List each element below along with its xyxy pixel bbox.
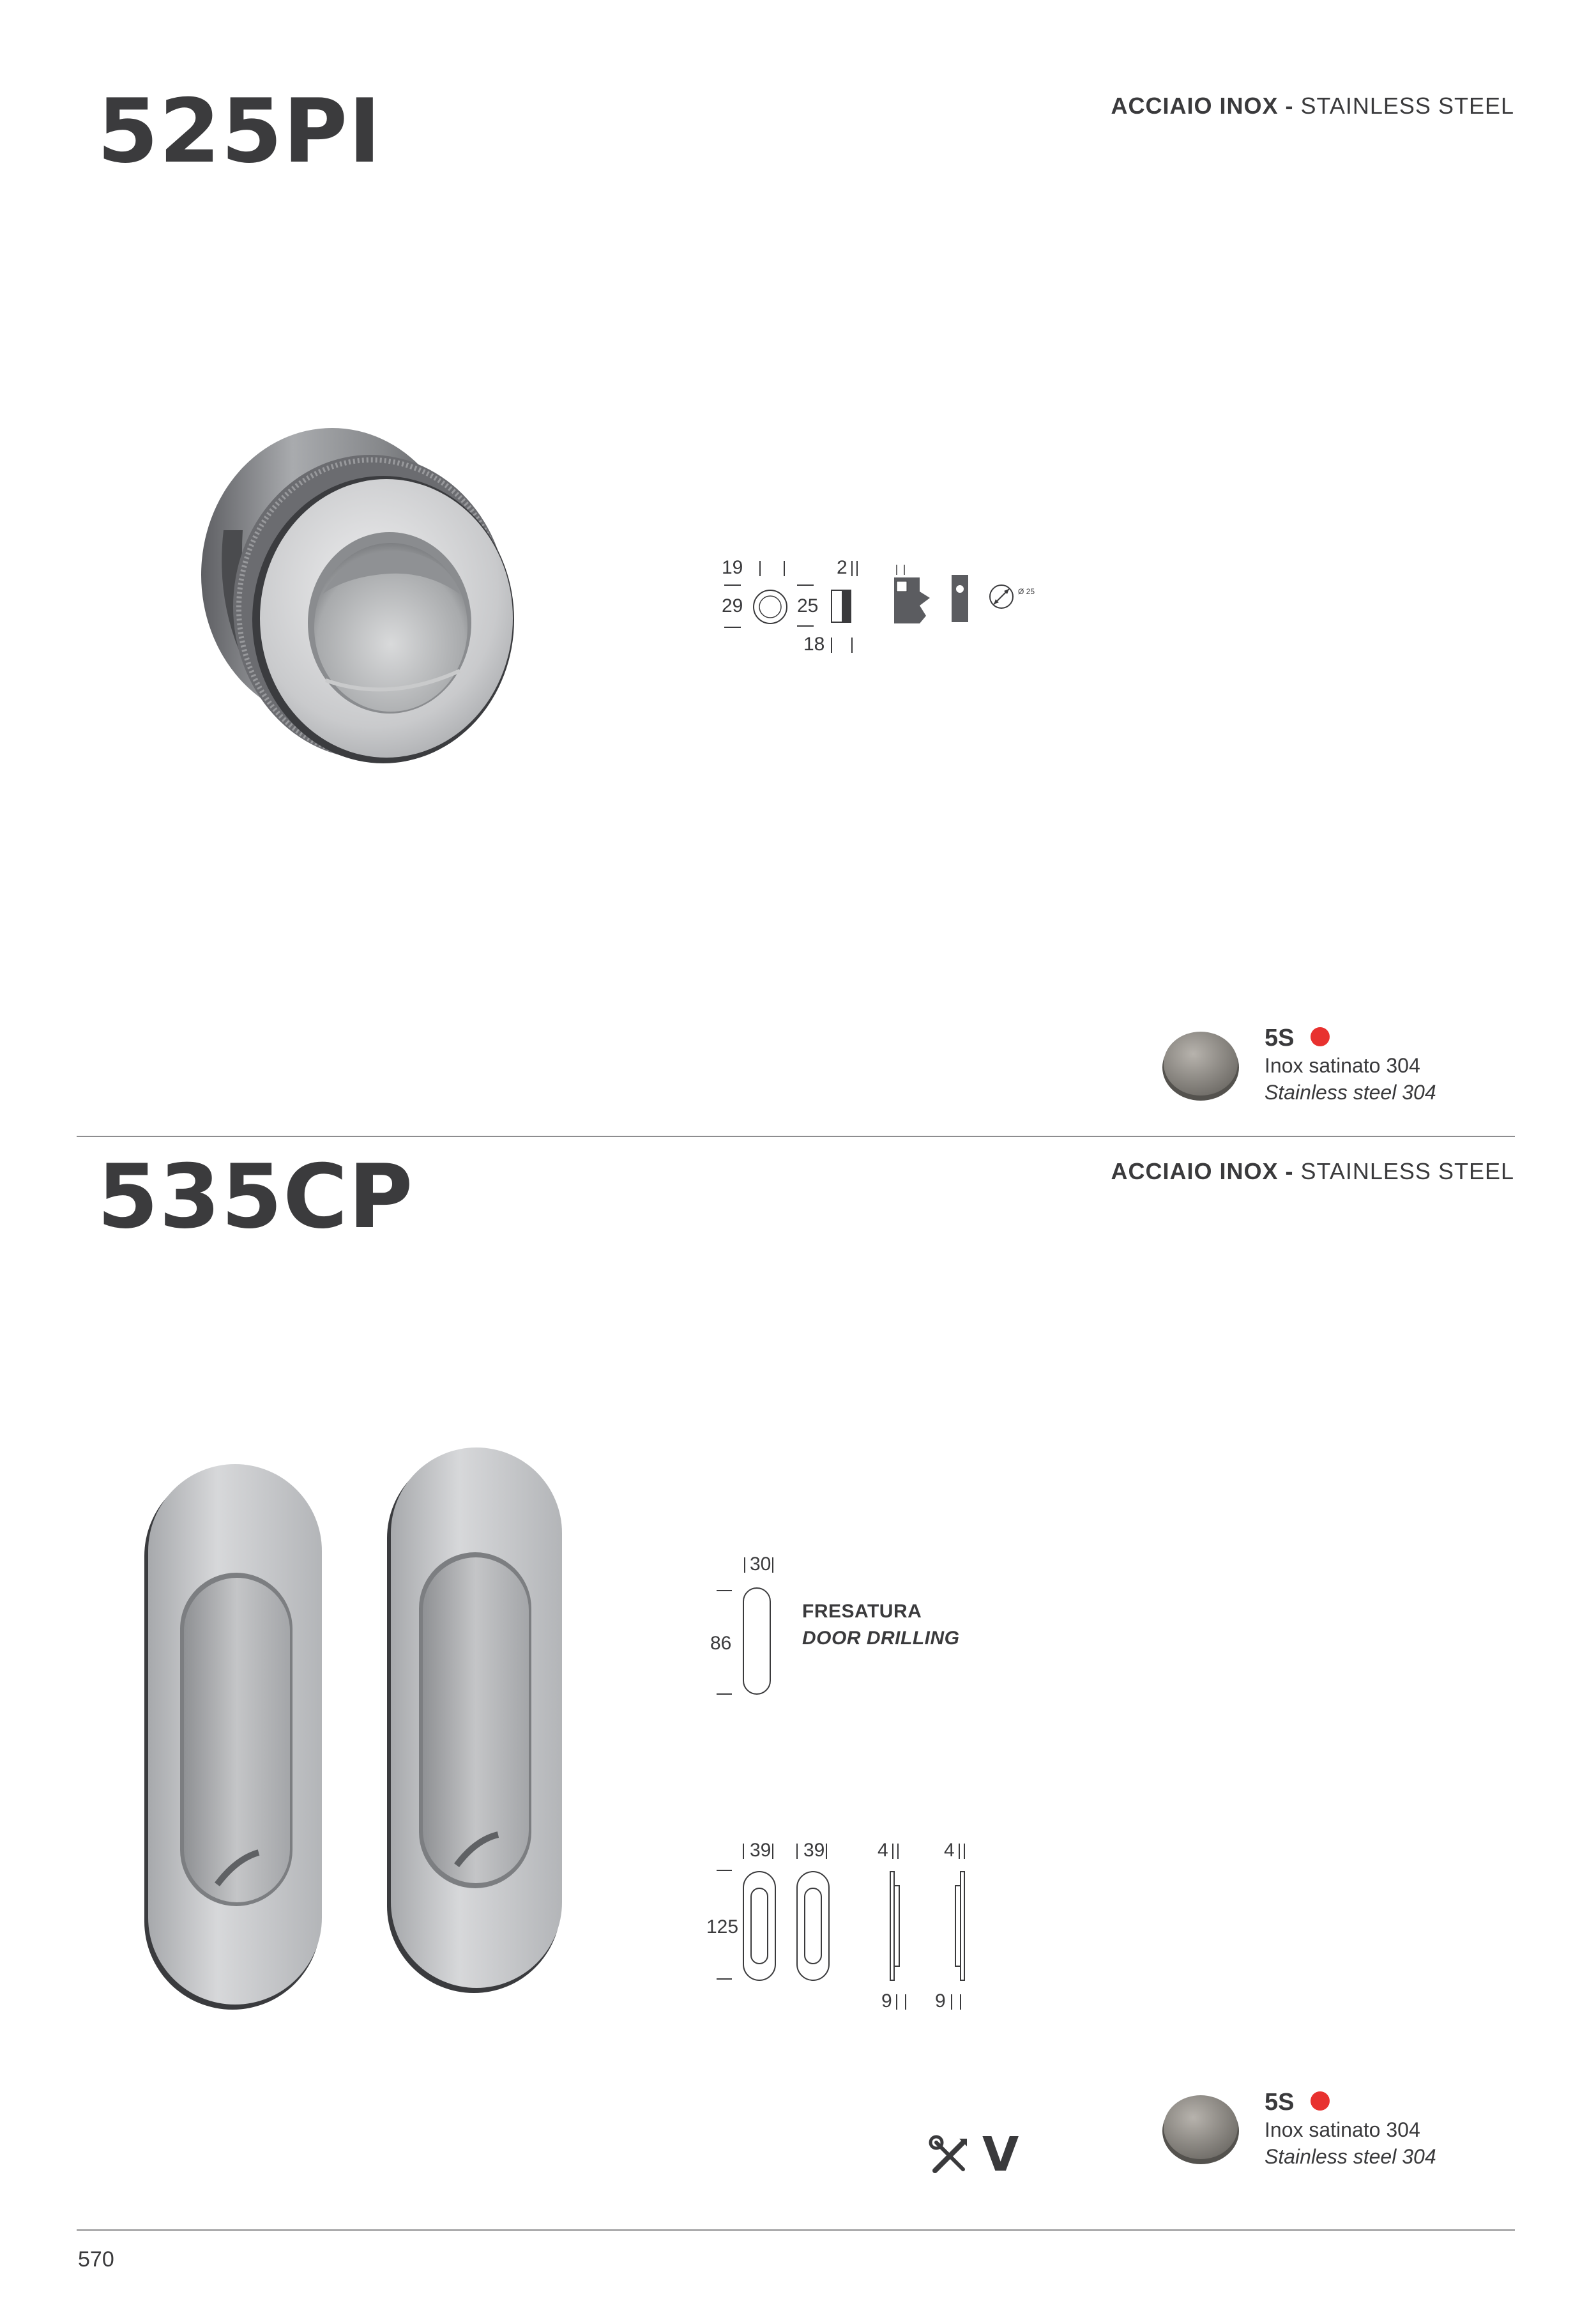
product-title-525pi: 525PI: [97, 80, 382, 183]
dim-ticks-18: [828, 635, 866, 655]
product-title-535cp: 535CP: [97, 1145, 414, 1248]
dim-label-2: 2: [837, 557, 847, 578]
pull-side-icon-1: [888, 1869, 907, 1984]
dim-label-25: 25: [797, 595, 819, 616]
width-label-1: 39: [750, 1840, 771, 1861]
footer-divider: [77, 2229, 1515, 2231]
depth-ticks-2: [949, 1992, 968, 2012]
drill-diameter-icon: [987, 581, 1018, 612]
material-label: [1111, 93, 1514, 119]
dim-ticks-top: [754, 558, 798, 579]
round-pull-front-icon: [751, 588, 789, 626]
drill-width-label: 30: [750, 1554, 771, 1575]
thickness-ticks-1: [890, 1841, 903, 1861]
dim-label-29: 29: [722, 595, 743, 616]
finish-code-2: 5S: [1265, 2089, 1295, 2116]
dim-ticks-25: [794, 583, 820, 640]
drilling-label-it: FRESATURA: [802, 1601, 922, 1622]
thickness-ticks-2: [957, 1841, 969, 1861]
page-number: 570: [78, 2247, 114, 2272]
product-image-535cp: [141, 1444, 575, 2019]
width-label-2: 39: [803, 1840, 825, 1861]
finish-swatch-5s-2: [1160, 2088, 1243, 2168]
finish-name-it: Inox satinato 304: [1265, 1054, 1420, 1077]
thickness-label-1: 4: [878, 1840, 888, 1861]
material-en-2: STAINLESS STEEL: [1300, 1158, 1514, 1184]
product-image-525pi: [160, 402, 575, 798]
height-label: 125: [706, 1916, 739, 1937]
drill-width-ticks: [741, 1555, 786, 1575]
drilling-label-en: DOOR DRILLING: [802, 1628, 960, 1649]
finish-name-en: Stainless steel 304: [1265, 1081, 1436, 1104]
finish-name-it-2: Inox satinato 304: [1265, 2118, 1420, 2141]
drill-slot-icon: [741, 1585, 775, 1698]
dim-label-diameter: Ø 25: [1018, 587, 1035, 596]
material-label-2: [1111, 1158, 1514, 1185]
round-pull-side-icon: [830, 589, 856, 625]
dim-label-19: 19: [722, 557, 743, 578]
dim-ticks-2: [849, 558, 862, 579]
drill-height-label: 86: [710, 1633, 732, 1654]
thickness-label-2: 4: [944, 1840, 955, 1861]
finish-name-en-2: Stainless steel 304: [1265, 2145, 1436, 2168]
section-divider: [77, 1136, 1515, 1137]
tools-icon: [929, 2135, 971, 2177]
install-mark: V: [982, 2127, 1019, 2182]
availability-dot-2: [1311, 2091, 1330, 2111]
availability-dot: [1311, 1027, 1330, 1046]
door-profile-icon: [892, 562, 936, 626]
depth-label-1: 9: [881, 1990, 892, 2012]
finish-swatch-5s: [1160, 1024, 1243, 1104]
pull-side-icon-2: [952, 1869, 971, 1984]
depth-ticks-1: [894, 1992, 913, 2012]
material-en: STAINLESS STEEL: [1300, 93, 1514, 119]
pull-front-icon-1: [741, 1869, 779, 1984]
material-it: ACCIAIO INOX -: [1111, 93, 1294, 119]
pull-front-icon-2: [794, 1869, 833, 1984]
material-it-2: ACCIAIO INOX -: [1111, 1158, 1294, 1184]
depth-label-2: 9: [935, 1990, 946, 2012]
door-edge-icon: [949, 574, 975, 625]
dim-label-18: 18: [803, 634, 825, 655]
finish-code: 5S: [1265, 1025, 1295, 1051]
